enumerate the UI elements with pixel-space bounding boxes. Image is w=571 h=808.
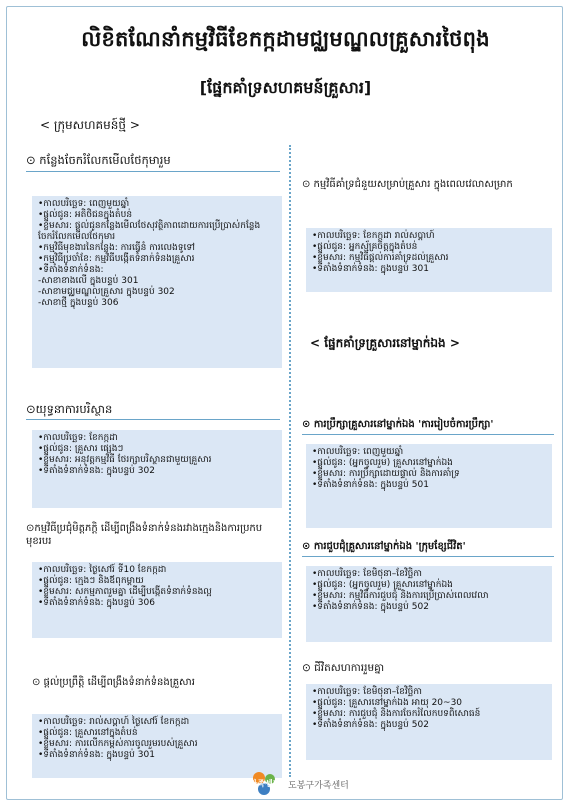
info-line: •កាលបរិច្ឆេទ: ថ្ងៃសៅរ៍ ទី10 ខែកក្កដា [38, 565, 167, 575]
section-heading-lifeline: ⊙ ការជួបជុំគ្រួសារនៅម្នាក់ឯង 'ក្រុមខ្សែជីវិត' [302, 541, 466, 552]
info-line: •ខ្លឹមសារ: កម្មវិធីផ្ដល់ការគាំទ្រដល់គ្រួសារ [312, 253, 449, 263]
info-line: •កាលបរិច្ឆេទ: ខែមិថុនា–ខែវិច្ឆិកា [312, 687, 422, 697]
info-line: •ផ្ដល់ជូន: គ្រួសារនៅម្នាក់ឯង អាយុ 20~30 [312, 698, 463, 708]
page-title: លិខិតណែនាំកម្មវិធីខែកក្កដាមជ្ឈមណ្ឌលគ្រួសារថៃពុង [81, 27, 490, 51]
info-line: •ទីតាំងទំនាក់ទំនង: ក្នុងបន្ទប់ 501 [312, 480, 429, 490]
info-line: •ផ្ដល់ជូន: គ្រួសារ ផ្សេងៗ [38, 444, 124, 454]
section-heading-cohabit: ⊙ ជីវិតសហការរួមគ្នា [302, 662, 385, 674]
info-line: •ទីតាំងទំនាក់ទំនង: ក្នុងបន្ទប់ 302 [38, 466, 155, 476]
info-line: •ផ្ដល់ជូន: អតិថិជនក្នុងតំបន់ [38, 210, 133, 220]
left-category-label: < ក្រុមសហគមន៍ថ្មី > [40, 118, 140, 132]
info-line: •ទីតាំងទំនាក់ទំនង: ក្នុងបន្ទប់ 502 [312, 602, 429, 612]
info-line: •ខ្លឹមសារ: ការប្រឹក្សាដោយផ្ទាល់ និងការគាំទ្រ [312, 469, 460, 479]
info-line: •ទីតាំងទំនាក់ទំនង: ក្នុងបន្ទប់ 301 [38, 750, 155, 760]
column-divider [289, 145, 291, 777]
right-category-label: < ផ្នែកគាំទ្រគ្រួសារនៅម្នាក់ឯង > [310, 336, 460, 350]
section-heading-friends: ⊙កម្មវិធីប្រជុំមិត្តភក្តិ ដើម្បីពង្រឹងទំនាក់ទំនងរវាងក្មេងនិងការប្រកបមុខរបរ [26, 523, 263, 547]
info-line: •កម្មវិធីមុខងារនៃកន្លែង: ការធ្វើនំ ការលេងទូទៅ [38, 243, 195, 253]
page-subtitle: [ផ្នែកគាំទ្រសហគមន៍គ្រួសារ] [199, 78, 372, 97]
section-heading-environment: ⊙យុទ្ធនាការបរិស្ថាន [26, 402, 113, 416]
info-line: •កាលបរិច្ឆេទ: ខែមិថុនា–ខែវិច្ឆិកា [312, 569, 422, 579]
info-line: •ខ្លឹមសារ: ការជួបជុំ និងការចែករំលែកបទពិសោធន៍ [312, 709, 481, 719]
info-line: -សាខាខាងលើ ក្នុងបន្ទប់ 301 [38, 276, 139, 286]
section-underline [302, 556, 554, 557]
info-line: •ខ្លឹមសារ: ផ្ដល់ជូនកន្លែងមើលថែសុវត្ថិភាពដោយការប្រើប្រាស់កន្លែងចែករំលែកមើលថែកុមារ [38, 221, 261, 242]
section-underline [302, 434, 554, 435]
info-line: •កម្មវិធីប្រចាំខែ: កម្មវិធីបង្កើតទំនាក់ទំនងគ្រួសារ [38, 254, 195, 264]
info-line: •កាលបរិច្ឆេទ: ពេញមួយឆ្នាំ [312, 447, 404, 457]
info-box-counseling [306, 444, 552, 528]
info-line: •ទីតាំងទំនាក់ទំនង: ក្នុងបន្ទប់ 306 [38, 598, 155, 608]
info-line: •ផ្ដល់ជូន: គ្រួសារនៅក្នុងតំបន់ [38, 728, 138, 738]
org-name: 도봉구가족센터 [288, 781, 349, 791]
info-line: •ផ្ដល់ជូន: ក្មេងៗ និងឪពុកម្ដាយ [38, 576, 144, 586]
info-line: -សាខាថ្មី ក្នុងបន្ទប់ 306 [38, 298, 119, 308]
section-heading-childcare: ⊙ កន្លែងចែករំលែកមើលថែកុមារួម [26, 153, 171, 167]
info-box-family-ties [32, 714, 282, 778]
info-box-lifeline [306, 566, 552, 642]
section-heading-counseling: ⊙ ការប្រឹក្សាគ្រួសារនៅម្នាក់ឯង 'ការរៀបចំការប្រឹក្សា' [302, 419, 494, 430]
info-line: •ខ្លឹមសារ: កម្មវិធីការជួបជុំ និងការប្រើប្រាស់ពេលវេលា [312, 591, 489, 601]
family-center-logo-icon [248, 768, 282, 798]
info-box-support [306, 228, 552, 292]
section-heading-family-ties: ⊙ ផ្ដល់ប្រព្រឹត្តិ ដើម្បីពង្រឹងទំនាក់ទំនងគ្រួសារ [32, 677, 195, 688]
info-line: •ខ្លឹមសារ: អនុវត្តកម្មវិធី ថែរក្សាបរិស្ថានជាមួយគ្រួសារ [38, 455, 212, 465]
info-box-childcare [32, 196, 282, 368]
section-underline [26, 419, 280, 420]
info-line: •ទីតាំងទំនាក់ទំនង: [38, 265, 104, 275]
info-line: •ផ្ដល់ជូន: អ្នកស្ម័គ្រចិត្តក្នុងតំបន់ [312, 242, 418, 252]
section-heading-support: ⊙ កម្មវិធីគាំទ្រជំនួយសម្រាប់គ្រួសារ ក្នុងពេលវេលាសម្រាក [302, 179, 513, 190]
logo-text: 가족센터 [249, 779, 281, 788]
info-line: •កាលបរិច្ឆេទ: ពេញមួយឆ្នាំ [38, 199, 130, 209]
info-line: •ទីតាំងទំនាក់ទំនង: ក្នុងបន្ទប់ 502 [312, 720, 429, 730]
info-box-friends [32, 562, 282, 638]
info-line: •កាលបរិច្ឆេទ: រាល់សប្ដាហ៍ ថ្ងៃសៅរ៍ ខែកក្កដា [38, 717, 190, 727]
info-line: •កាលបរិច្ឆេទ: ខែកក្កដា រាល់សប្ដាហ៍ [312, 231, 435, 241]
info-line: •កាលបរិច្ឆេទ: ខែកក្កដា [38, 433, 118, 443]
info-line: •ខ្លឹមសារ: ការលើកកម្ពស់ការចូលរួមរបស់គ្រួសារ [38, 739, 198, 749]
info-line: -សាខាមជ្ឈមណ្ឌលគ្រួសារ ក្នុងបន្ទប់ 302 [38, 287, 175, 297]
info-line: •ផ្ដល់ជូន: (អ្នកចូលរួម) គ្រួសារនៅម្នាក់ឯង [312, 458, 453, 468]
info-box-environment [32, 430, 282, 508]
info-box-cohabit [306, 684, 552, 760]
info-line: •ទីតាំងទំនាក់ទំនង: ក្នុងបន្ទប់ 301 [312, 264, 429, 274]
info-line: •ខ្លឹមសារ: សកម្មភាពរួមគ្នា ដើម្បីបង្កើតទំនាក់ទំនងល្អ [38, 587, 212, 597]
info-line: •ផ្ដល់ជូន: (អ្នកចូលរួម) គ្រួសារនៅម្នាក់ឯង [312, 580, 453, 590]
section-underline [26, 171, 280, 172]
